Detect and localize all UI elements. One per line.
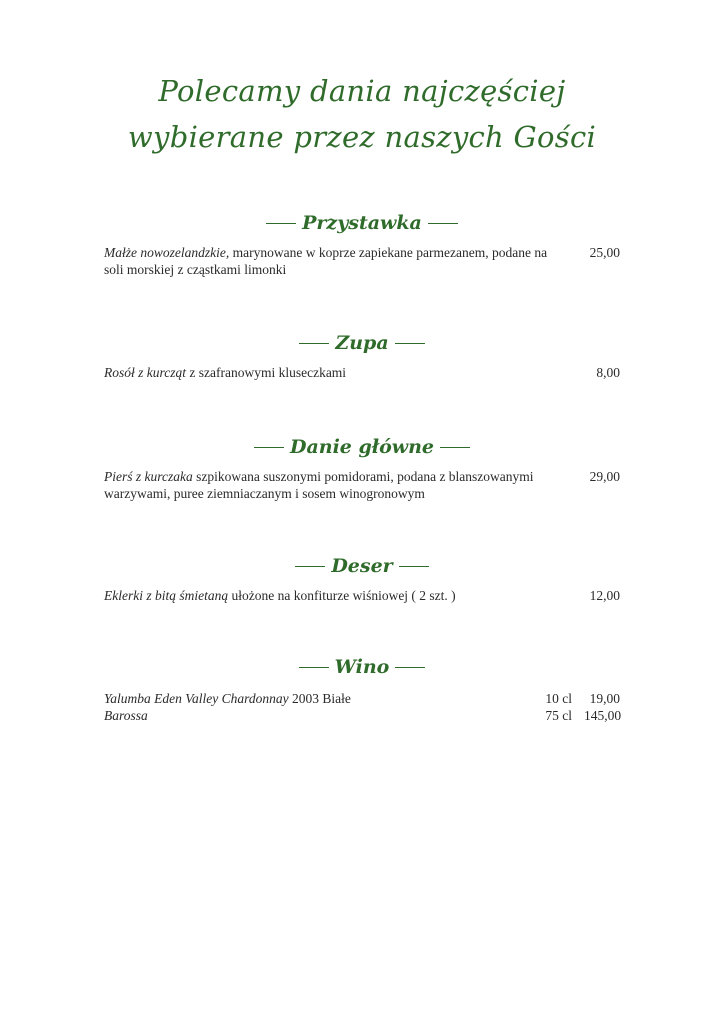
wine-region: Barossa (104, 708, 148, 723)
section-heading (104, 208, 620, 238)
item-name: Pierś z kurczaka (104, 469, 193, 484)
item-name: Małże nowozelandzkie, (104, 245, 230, 260)
item-description (104, 468, 554, 502)
heading-rule-right (395, 667, 425, 668)
heading-rule-left (299, 667, 329, 668)
item-price: 25,00 (589, 245, 620, 260)
item-details: 2003 Białe (288, 691, 351, 706)
heading-label: Deser (331, 555, 393, 577)
heading-rule-right (440, 447, 470, 448)
heading-rule-right (399, 566, 429, 567)
item-details: szpikowana suszonymi pomidorami, podana z blanszowanymi warzywami, puree ziemniaczanym i sosem winogronowym (104, 469, 534, 501)
item-price: 12,00 (589, 588, 620, 603)
section-heading (104, 652, 620, 682)
wine-item (104, 690, 620, 724)
section-przystawka (104, 208, 620, 278)
item-description (104, 690, 351, 707)
section-zupa (104, 328, 620, 381)
item-name: Rosół z kurcząt (104, 365, 186, 380)
heading-label: Danie główne (289, 436, 435, 458)
page-title (0, 68, 724, 160)
heading-rule-left (299, 343, 329, 344)
title-line-2: wybierane przez naszych Gości (127, 120, 597, 154)
wine-volume: 75 cl (545, 708, 572, 723)
menu-item (104, 468, 620, 502)
wine-row (104, 707, 620, 724)
wine-volume: 10 cl (545, 691, 572, 706)
menu-item (104, 364, 620, 381)
heading-rule-right (428, 223, 458, 224)
section-heading (104, 432, 620, 462)
item-description (104, 587, 554, 604)
section-danie-glowne (104, 432, 620, 502)
item-name: Eklerki z bitą śmietaną (104, 588, 229, 603)
item-price: 19,00 (589, 691, 620, 706)
item-description (104, 364, 554, 381)
item-details: marynowane w koprze zapiekane parmezanem, podane na soli morskiej z cząstkami limonki (104, 245, 548, 277)
section-heading (104, 328, 620, 358)
menu-item (104, 244, 620, 278)
heading-rule-left (295, 566, 325, 567)
item-price: 145,00 (584, 708, 622, 723)
heading-rule-left (266, 223, 296, 224)
item-name: Yalumba Eden Valley Chardonnay (104, 691, 289, 706)
title-line-1: Polecamy dania najczęściej (158, 74, 566, 108)
menu-item (104, 587, 620, 604)
heading-rule-left (254, 447, 284, 448)
heading-label: Zupa (335, 332, 389, 354)
item-description (104, 244, 554, 278)
heading-label: Przystawka (302, 212, 422, 234)
item-price: 8,00 (596, 365, 620, 380)
section-wino (104, 652, 620, 724)
wine-row (104, 690, 620, 707)
item-details: z szafranowymi kluseczkami (186, 365, 347, 380)
item-details: ułożone na konfiturze wiśniowej ( 2 szt. ) (228, 588, 456, 603)
wine-price-group (542, 707, 620, 724)
item-price: 29,00 (589, 469, 620, 484)
section-deser (104, 551, 620, 604)
wine-price-group (542, 690, 620, 707)
heading-label: Wino (334, 656, 390, 678)
section-heading (104, 551, 620, 581)
heading-rule-right (395, 343, 425, 344)
